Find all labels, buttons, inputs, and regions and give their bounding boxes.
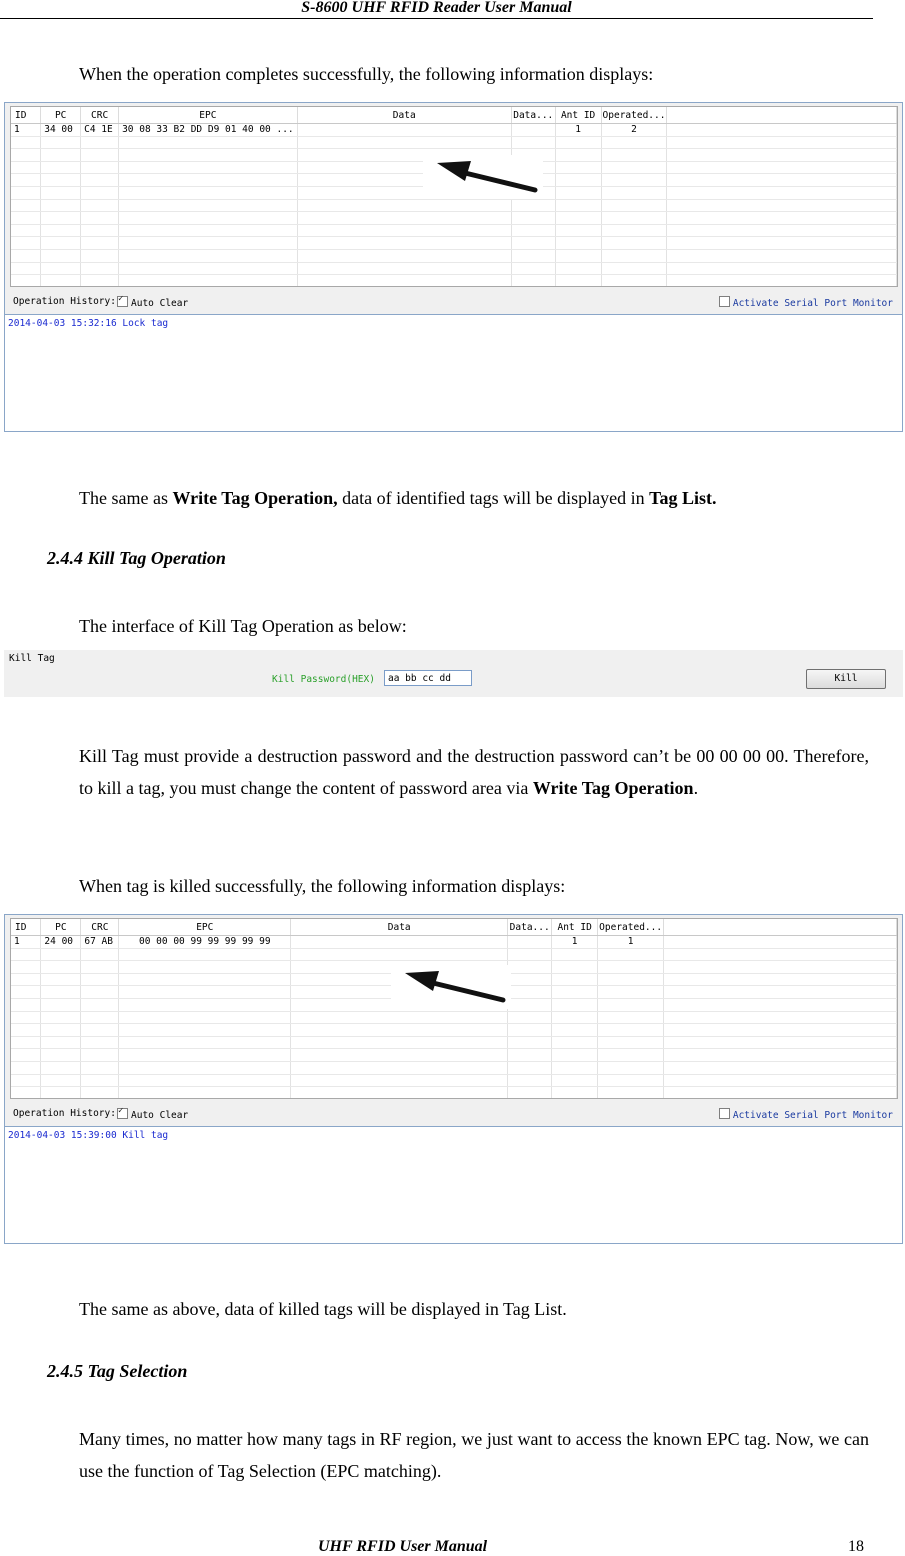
section-heading-kill: 2.4.4 Kill Tag Operation [47,548,226,568]
checkbox-unchecked-icon [719,296,730,307]
intro-paragraph: When the operation completes successfully, the following information displays: [79,64,654,84]
serial-monitor-checkbox[interactable]: Activate Serial Port Monitor [719,296,893,309]
col-crc[interactable]: CRC [81,107,119,124]
history-log [5,1126,902,1243]
cell-epc: 30 08 33 B2 DD D9 01 40 00 ... [119,124,298,137]
footer-title: UHF RFID User Manual [318,1538,488,1555]
kill-password-label: Kill Password(HEX) [272,674,375,685]
page-number: 18 [848,1538,864,1555]
empty-table-row [11,275,897,287]
col-filler [664,919,897,936]
header-rule [0,18,873,19]
empty-table-row [11,212,897,225]
cell-data [291,936,508,949]
col-data[interactable]: Data [291,919,508,936]
col-operated[interactable]: Operated... [601,107,667,124]
empty-table-row [11,1074,897,1087]
tag-list-paragraph: The same as Write Tag Operation, data of identified tags will be displayed in Tag List. [79,488,717,508]
cell-id: 1 [11,936,41,949]
killed-tags-paragraph: The same as above, data of killed tags will be displayed in Tag List. [79,1299,567,1319]
arrow-pointer-icon [391,965,511,1009]
col-id[interactable]: ID [11,107,41,124]
col-epc[interactable]: EPC [119,107,298,124]
empty-table-row [11,1024,897,1037]
cell-data-len [511,124,555,137]
log-entry: 2014-04-03 15:39:00 Kill tag [8,1130,169,1141]
auto-clear-checkbox[interactable]: ✓ Auto Clear [117,1108,188,1121]
history-toolbar [13,293,893,309]
col-pc[interactable]: PC [41,919,81,936]
cell-id: 1 [11,124,41,137]
col-ant-id[interactable]: Ant ID [552,919,598,936]
col-filler [667,107,897,124]
col-data-len[interactable]: Data... [511,107,555,124]
col-ant-id[interactable]: Ant ID [555,107,601,124]
col-epc[interactable]: EPC [119,919,291,936]
history-label: Operation History: [13,1108,116,1119]
section-heading-selection: 2.4.5 Tag Selection [47,1361,188,1381]
history-toolbar [13,1105,893,1121]
cell-epc: 00 00 00 99 99 99 99 99 [119,936,291,949]
col-crc[interactable]: CRC [81,919,119,936]
cell-pc: 24 00 [41,936,81,949]
cell-data [297,124,511,137]
lock-result-screenshot [4,102,903,432]
empty-table-row [11,199,897,212]
checkbox-unchecked-icon [719,1108,730,1119]
empty-table-row [11,1036,897,1049]
empty-table-row [11,948,897,961]
empty-table-row [11,1087,897,1099]
selection-paragraph: Many times, no matter how many tags in RF region, we just want to access the known EPC tag. Now, we can use the function of Tag Selection (EPC matching). [79,1429,869,1481]
empty-table-row [11,1049,897,1062]
cell-ant-id: 1 [552,936,598,949]
arrow-pointer-icon [423,155,543,199]
kill-intro-paragraph: The interface of Kill Tag Operation as below: [79,616,407,636]
cell-crc: C4 1E [81,124,119,137]
cell-operated: 2 [601,124,667,137]
page-footer [0,1538,905,1556]
empty-table-row [11,136,897,149]
empty-table-row [11,224,897,237]
col-pc[interactable]: PC [41,107,81,124]
history-label: Operation History: [13,296,116,307]
cell-pc: 34 00 [41,124,81,137]
col-data-len[interactable]: Data... [508,919,552,936]
kill-result-screenshot [4,914,903,1244]
page-header: S-8600 UHF RFID Reader User Manual [301,0,572,16]
empty-table-row [11,237,897,250]
serial-monitor-checkbox[interactable]: Activate Serial Port Monitor [719,1108,893,1121]
kill-tag-panel [4,650,903,697]
auto-clear-checkbox[interactable]: ✓ Auto Clear [117,296,188,309]
empty-table-row [11,249,897,262]
kill-result-paragraph: When tag is killed successfully, the following information displays: [79,876,566,896]
cell-ant-id: 1 [555,124,601,137]
col-id[interactable]: ID [11,919,41,936]
cell-operated: 1 [598,936,664,949]
col-data[interactable]: Data [297,107,511,124]
log-entry: 2014-04-03 15:32:16 Lock tag [8,318,169,329]
kill-button[interactable]: Kill [806,669,886,689]
cell-data-len [508,936,552,949]
checkbox-checked-icon [117,296,128,307]
checkbox-checked-icon [117,1108,128,1119]
history-log [5,314,902,431]
table-row[interactable] [11,124,897,137]
kill-password-paragraph: Kill Tag must provide a destruction password and the destruction password can’t be 00 00 00 00. Therefore, to kill a tag, you must change the content of password area via Write Tag Operation. [79,746,869,798]
empty-table-row [11,262,897,275]
table-row[interactable] [11,936,897,949]
kill-panel-title: Kill Tag [9,653,55,664]
empty-table-row [11,1011,897,1024]
cell-crc: 67 AB [81,936,119,949]
kill-password-input[interactable]: aa bb cc dd [384,670,472,686]
tag-list-table [10,918,898,1099]
empty-table-row [11,1061,897,1074]
col-operated[interactable]: Operated... [598,919,664,936]
tag-list-table [10,106,898,287]
